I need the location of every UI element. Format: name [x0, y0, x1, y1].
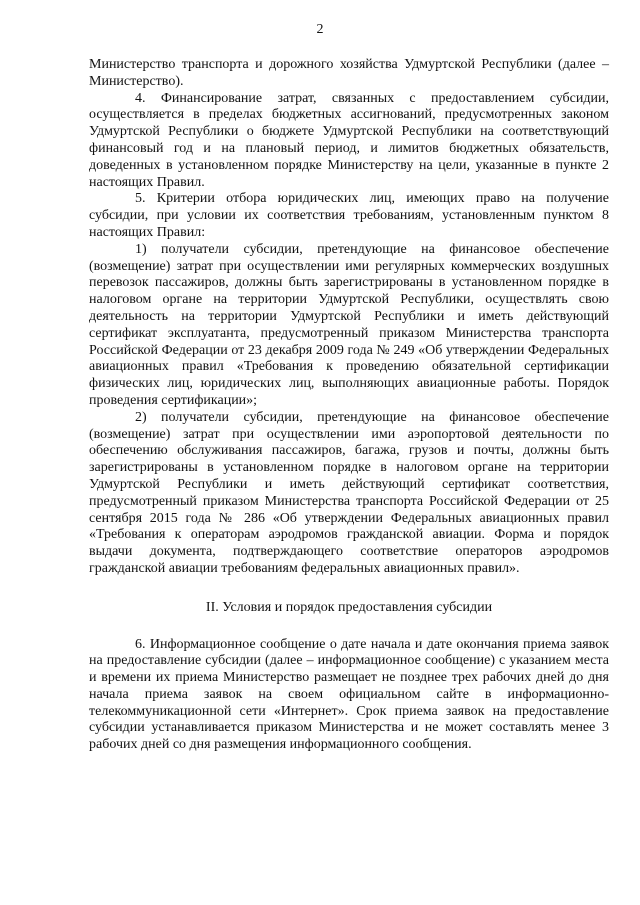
paragraph-item-6: 6. Информационное сообщение о дате начала и дате окончания приема заявок на предоставление субсидии (далее – информационное сообщение) с указанием места и времени их приема Министерство размещает не позднее трех рабочих дней до дня начала приема заявок на своем официальном сайте в информационно-телекоммуникационной сети «Интернет». Срок приема заявок на предоставление субсидии устанавливается приказом Министерства и не может составлять менее 3 рабочих дней со дня размещения информационного сообщения. [89, 636, 609, 753]
paragraph-ministry-definition: Министерство транспорта и дорожного хозяйства Удмуртской Республики (далее – Министерство). [89, 57, 609, 89]
paragraph-item-5: 5. Критерии отбора юридических лиц, имеющих право на получение субсидии, при условии их соответствия требованиям, установленным пунктом 8 настоящих Правил: [89, 191, 609, 240]
paragraph-item-4: 4. Финансирование затрат, связанных с предоставлением субсидии, осуществляется в пределах бюджетных ассигнований, предусмотренных законом Удмуртской Республики о бюджете Удмуртской Республики на соответствующий финансовый год и на плановый период, и лимитов бюджетных обязательств, доведенных в установленном порядке Министерству на цели, указанные в пункте 2 настоящих Правил. [89, 90, 609, 190]
paragraph-subitem-1: 1) получатели субсидии, претендующие на финансовое обеспечение (возмещение) затрат при осуществлении ими регулярных коммерческих воздушных перевозок пассажиров, должны быть зарегистрированы в установленном порядке в налоговом органе на территории Удмуртской Республики, осуществлять свою деятельность на территории Удмуртской Республики и иметь действующий сертификат эксплуатанта, предусмотренный приказом Министерства транспорта Российской Федерации от 23 декабря 2009 года № 249 «Об утверждении Федеральных авиационных правил «Требования к проведению обязательной сертификации физических лиц, юридических лиц, выполняющих авиационные работы. Порядок проведения сертификации»; [89, 241, 609, 408]
section-heading: II. Условия и порядок предоставления субсидии [205, 599, 493, 615]
page-number: 2 [316, 22, 324, 37]
document-body [89, 57, 609, 754]
paragraph-subitem-2: 2) получатели субсидии, претендующие на финансовое обеспечение (возмещение) затрат при осуществлении ими аэропортовой деятельности по обеспечению обслуживания пассажиров, багажа, грузов и почты, должны быть зарегистрированы в установленном порядке в налоговом органе на территории Удмуртской Республики и иметь действующий сертификат соответствия, предусмотренный приказом Министерства транспорта Российской Федерации от 25 сентября 2015 года № 286 «Об утверждении Федеральных авиационных правил «Требования к операторам аэродромов гражданской авиации. Форма и порядок выдачи документа, подтверждающего соответствие операторов аэродромов гражданской авиации требованиям федеральных авиационных правил». [89, 409, 609, 576]
